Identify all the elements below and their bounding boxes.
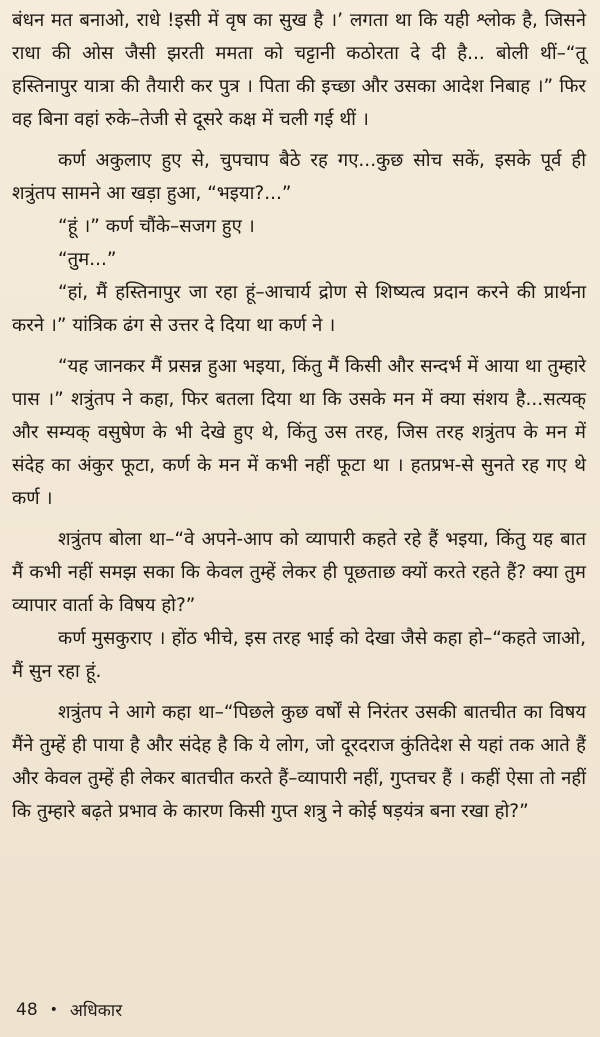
- paragraph-4: “तुम...”: [58, 249, 117, 270]
- page-number: 48: [16, 999, 38, 1020]
- paragraph-6: “यह जानकर मैं प्रसन्न हुआ भइया, किंतु मैं किसी और सन्दर्भ में आया था तुम्हारे पास ।” शत्रुंतप ने कहा, फिर बतला दिया था कि उसके मन में क्या संशय है...सत्यक् और सम्यक् वसुषेण के भी देखे हुए थे, किंतु उस तरह, जिस तरह शत्रुंतप के मन में संदेह का अंकुर फूटा, कर्ण के मन में कभी नहीं फूटा था । हतप्रभ-से सुनते रह गए थे कर्ण ।: [12, 356, 586, 509]
- page-footer: [16, 998, 122, 1021]
- paragraph-2: कर्ण अकुलाए हुए से, चुपचाप बैठे रह गए...कुछ सोच सकें, इसके पूर्व ही शत्रुंतप सामने आ खड़ा हुआ, “भइया?...”: [12, 150, 586, 204]
- paragraph-1: बंधन मत बनाओ, राधे !इसी में वृष का सुख है ।’ लगता था कि यही श्लोक है, जिसने राधा की ओस जैसी झरती ममता को चट्टानी कठोरता दे दी है... बोली थीं–“तू हस्तिनापुर यात्रा की तैयारी कर पुत्र । पिता की इच्छा और उसका आदेश निबाह ।” फिर वह बिना वहां रुके–तेजी से दूसरे कक्ष में चली गई थीं ।: [12, 10, 586, 130]
- paragraph-7: शत्रुंतप बोला था–“वे अपने-आप को व्यापारी कहते रहे हैं भइया, किंतु यह बात मैं कभी नहीं समझ सका कि केवल तुम्हें लेकर ही पूछताछ क्यों करते रहते हैं? क्या तुम व्यापार वार्ता के विषय हो?”: [12, 529, 586, 616]
- paragraph-9: शत्रुंतप ने आगे कहा था–“पिछले कुछ वर्षों से निरंतर उसकी बातचीत का विषय मैंने तुम्हें ही पाया है और संदेह है कि ये लोग, जो दूरदराज कुंतिदेश से यहां तक आते हैं और केवल तुम्हें ही लेकर बातचीत करते हैं–व्यापारी नहीं, गुप्तचर हैं । कहीं ऐसा तो नहीं कि तुम्हारे बढ़ते प्रभाव के कारण किसी गुप्त शत्रु ने कोई षड़यंत्र बना रखा हो?”: [12, 702, 586, 822]
- paragraph-8: कर्ण मुसकुराए । होंठ भीचे, इस तरह भाई को देखा जैसे कहा हो–“कहते जाओ, मैं सुन रहा हूं.: [12, 628, 586, 682]
- book-title: अधिकार: [69, 1001, 123, 1021]
- paragraph-3: “हूं ।” कर्ण चौंके–सजग हुए ।: [58, 216, 255, 237]
- paragraph-5: “हां, मैं हस्तिनापुर जा रहा हूं–आचार्य द्रोण से शिष्यत्व प्रदान करने की प्रार्थना करने ।” यांत्रिक ढंग से उत्तर दे दिया था कर्ण ने ।: [12, 282, 586, 336]
- page-text: [12, 4, 586, 828]
- footer-separator: •: [49, 1001, 58, 1018]
